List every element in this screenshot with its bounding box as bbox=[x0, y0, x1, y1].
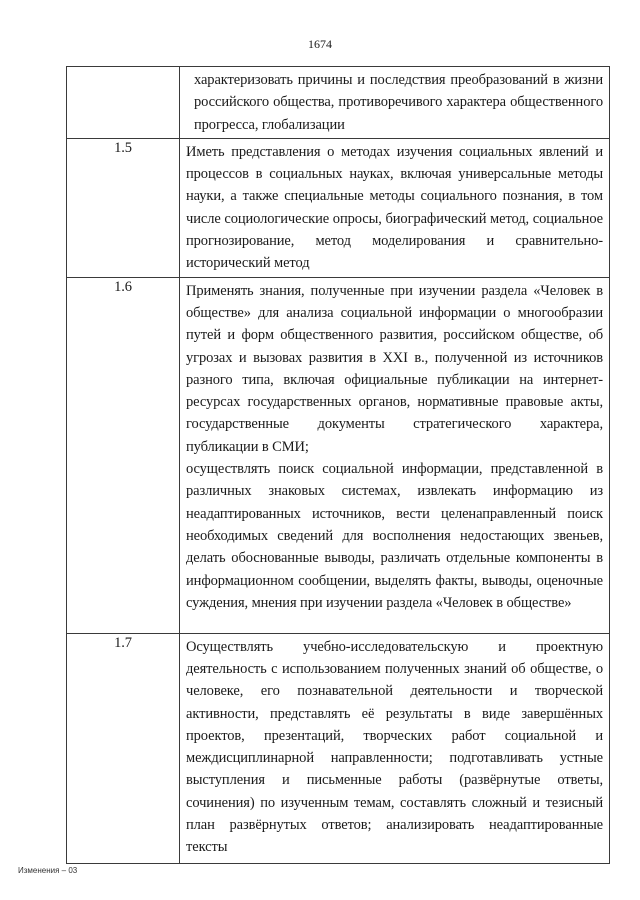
table-row bbox=[67, 67, 610, 139]
item-number: 1.7 bbox=[67, 633, 180, 863]
table-row bbox=[67, 633, 610, 863]
item-number: 1.5 bbox=[67, 138, 180, 277]
table-row bbox=[67, 277, 610, 633]
table-row bbox=[67, 138, 610, 277]
item-text bbox=[180, 633, 610, 863]
item-number: 1.6 bbox=[67, 277, 180, 633]
item-paragraph: характеризовать причины и последствия преобразований в жизни российского общества, противоречивого характера общественного прогресса, глобализации bbox=[194, 72, 603, 133]
item-paragraph: осуществлять поиск социальной информации, представленной в различных знаковых системах, извлекать информацию из неадаптированных источников, вести целенаправленный поиск необходимых сведений для восполнения недостающих звеньев, делать обоснованные выводы, различать отдельные компоненты в информационном сообщении, выделять факты, выводы, оценочные суждения, мнения при изучении раздела «Человек в обществе» bbox=[186, 461, 603, 611]
item-text bbox=[180, 277, 610, 633]
requirements-table bbox=[66, 66, 610, 864]
revision-footer: Изменения – 03 bbox=[18, 866, 78, 875]
item-text bbox=[180, 67, 610, 139]
item-paragraph: Иметь представления о методах изучения социальных явлений и процессов в социальных науках, включая универсальные методы науки, а также специальные методы социального познания, в том числе социологические опросы, биографический метод, социальное прогнозирование, метод моделирования и сравнительно-исторический метод bbox=[186, 143, 603, 272]
item-text bbox=[180, 138, 610, 277]
item-paragraph: Осуществлять учебно-исследовательскую и проектную деятельность с использованием полученных знаний об обществе, о человеке, его познавательной деятельности и творческой активности, представлять её результаты в виде завершённых проектов, презентаций, творческих работ социальной и междисциплинарной направленности; подготавливать устные выступления и письменные работы (развёрнутые ответы, сочинения) по изученным темам, составлять сложный и тезисный план развёрнутых ответов; анализировать неадаптированные тексты bbox=[186, 638, 603, 856]
item-number bbox=[67, 67, 180, 139]
item-paragraph: Применять знания, полученные при изучении раздела «Человек в обществе» для анализа социальной информации о многообразии путей и форм общественного развития, российском обществе, об угрозах и вызовах развития в XXI в., полученной из источников разного типа, включая официальные публикации на интернет-ресурсах государственных органов, нормативные правовые акты, государственные документы стратегического характера, публикации в СМИ; bbox=[186, 282, 603, 455]
page-number: 1674 bbox=[308, 37, 332, 51]
